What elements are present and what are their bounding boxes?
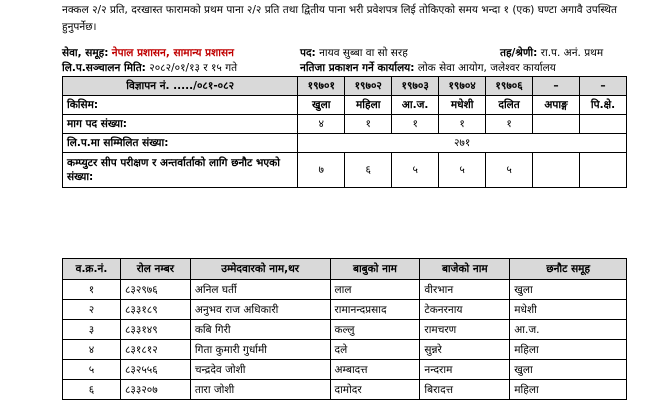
grandfather-cell: बिरादत्त xyxy=(420,380,510,400)
serial-cell: ३ xyxy=(63,320,121,340)
demand-label: माग पद संख्या: xyxy=(63,115,298,134)
type-cell: आ.ज. xyxy=(392,96,439,115)
post-label: पद: xyxy=(300,47,316,59)
summary-table xyxy=(62,76,627,188)
notice-number: १९७०४ xyxy=(439,77,486,96)
table-row xyxy=(63,360,627,380)
notice-number: – xyxy=(533,77,580,96)
col-header-grandfather: बाजेको नाम xyxy=(420,259,510,280)
exam-date xyxy=(62,61,237,75)
results-header-row xyxy=(63,259,627,280)
selected-cell: ७ xyxy=(298,153,345,188)
type-cell: महिला xyxy=(345,96,392,115)
results-table xyxy=(62,258,627,400)
service-group xyxy=(62,46,234,60)
level-value: रा.प. अनं. प्रथम xyxy=(540,47,604,59)
table-row xyxy=(63,320,627,340)
service-value: नेपाल प्रशासन, सामान्य प्रशासन xyxy=(111,47,234,59)
notice-row xyxy=(63,77,627,96)
demand-cell: १ xyxy=(392,115,439,134)
name-cell: गिता कुमारी गुर्धामी xyxy=(190,340,330,360)
serial-cell: ४ xyxy=(63,340,121,360)
selected-row xyxy=(63,153,627,188)
roll-cell: ८३३१४९ xyxy=(120,320,190,340)
name-cell: अनिल घर्ती xyxy=(190,280,330,300)
roll-cell: ८३२९७६ xyxy=(120,280,190,300)
col-header-father: बाबुको नाम xyxy=(330,259,420,280)
father-cell: रामानन्दप्रसाद xyxy=(330,300,420,320)
group-cell: खुला xyxy=(510,360,627,380)
grandfather-cell: वीरभान xyxy=(420,280,510,300)
roll-cell: ८३३१८९ xyxy=(120,300,190,320)
selected-cell xyxy=(533,153,580,188)
publishing-office xyxy=(300,61,556,75)
level-label: तह/श्रेणी: xyxy=(500,47,538,59)
col-header-group: छनौट समूह xyxy=(510,259,627,280)
selected-cell: ५ xyxy=(439,153,486,188)
grandfather-cell: नन्दराम xyxy=(420,360,510,380)
notice-number: १९७०२ xyxy=(345,77,392,96)
notice-number: १९७०१ xyxy=(298,77,345,96)
post-value: नायव सुब्बा वा सो सरह xyxy=(319,47,408,59)
notice-number: १९७०३ xyxy=(392,77,439,96)
serial-cell: ६ xyxy=(63,380,121,400)
grandfather-cell: सुन्नरे xyxy=(420,340,510,360)
table-row xyxy=(63,380,627,400)
grandfather-cell: टेकनरनाय xyxy=(420,300,510,320)
service-label: सेवा, समूह: xyxy=(62,47,109,59)
demand-cell xyxy=(533,115,580,134)
level-info xyxy=(500,46,603,60)
type-cell: दलित xyxy=(486,96,533,115)
participant-label: लि.प.मा सम्मिलित संख्या: xyxy=(63,134,298,153)
group-cell: खुला xyxy=(510,280,627,300)
father-cell: कल्लु xyxy=(330,320,420,340)
notice-number: १९७०६ xyxy=(486,77,533,96)
demand-cell: ४ xyxy=(298,115,345,134)
father-cell: दले xyxy=(330,340,420,360)
serial-cell: ५ xyxy=(63,360,121,380)
office-value: लोक सेवा आयोग, जलेश्वर कार्यालय xyxy=(417,62,556,74)
selected-cell: ५ xyxy=(392,153,439,188)
name-cell: अनुभव राज अधिकारी xyxy=(190,300,330,320)
name-cell: चन्द्रदेव जोशी xyxy=(190,360,330,380)
roll-cell: ८३३२०७ xyxy=(120,380,190,400)
serial-cell: १ xyxy=(63,280,121,300)
serial-cell: २ xyxy=(63,300,121,320)
post-info xyxy=(300,46,408,60)
exam-date-value: २०८२/०१/१३ र १५ गते xyxy=(149,62,238,74)
type-row xyxy=(63,96,627,115)
grandfather-cell: रामचरण xyxy=(420,320,510,340)
notice-number: – xyxy=(580,77,627,96)
demand-cell: १ xyxy=(345,115,392,134)
instruction-text: नक्कल २/२ प्रति, दरखास्त फारामको प्रथम पाना २/२ प्रति तथा द्वितीय पाना भरी प्रवेशपत्र लिई तोकिएको समय भन्दा १ (एक) घण्टा अगावै उपस्थित हुनुपर्नेछ। xyxy=(62,4,617,33)
type-label: किसिम: xyxy=(63,96,298,115)
table-row xyxy=(63,300,627,320)
selected-cell: ६ xyxy=(345,153,392,188)
table-row xyxy=(63,340,627,360)
exam-date-label: लि.प.सञ्चालन मिति: xyxy=(62,62,146,74)
selected-label: कम्प्युटर सीप परीक्षण र अन्तर्वार्ताको लागि छनौट भएको संख्या: xyxy=(63,153,298,188)
table-row xyxy=(63,280,627,300)
office-label: नतिजा प्रकाशन गर्ने कार्यालय: xyxy=(300,62,415,74)
selected-cell: ५ xyxy=(486,153,533,188)
participant-count: २७१ xyxy=(298,134,627,153)
type-cell: मधेशी xyxy=(439,96,486,115)
demand-cell: १ xyxy=(439,115,486,134)
roll-cell: ८३१८१२ xyxy=(120,340,190,360)
father-cell: अम्बादत्त xyxy=(330,360,420,380)
col-header-roll: रोल नम्बर xyxy=(120,259,190,280)
type-cell: खुला xyxy=(298,96,345,115)
selected-cell xyxy=(580,153,627,188)
roll-cell: ८३२५५६ xyxy=(120,360,190,380)
father-cell: लाल xyxy=(330,280,420,300)
father-cell: दामोदर xyxy=(330,380,420,400)
name-cell: तारा जोशी xyxy=(190,380,330,400)
demand-cell xyxy=(580,115,627,134)
notice-label: विज्ञापन नं. ...../०८१-०८२ xyxy=(63,77,298,96)
name-cell: कबि गिरी xyxy=(190,320,330,340)
group-cell: महिला xyxy=(510,340,627,360)
demand-cell: १ xyxy=(486,115,533,134)
demand-row xyxy=(63,115,627,134)
type-cell: अपाङ्ग xyxy=(533,96,580,115)
group-cell: महिला xyxy=(510,380,627,400)
participant-row xyxy=(63,134,627,153)
col-header-serial: व.क्र.नं. xyxy=(63,259,121,280)
group-cell: मधेशी xyxy=(510,300,627,320)
col-header-name: उम्मेदवारको नाम,थर xyxy=(190,259,330,280)
type-cell: पि.क्षे. xyxy=(580,96,627,115)
group-cell: आ.ज. xyxy=(510,320,627,340)
